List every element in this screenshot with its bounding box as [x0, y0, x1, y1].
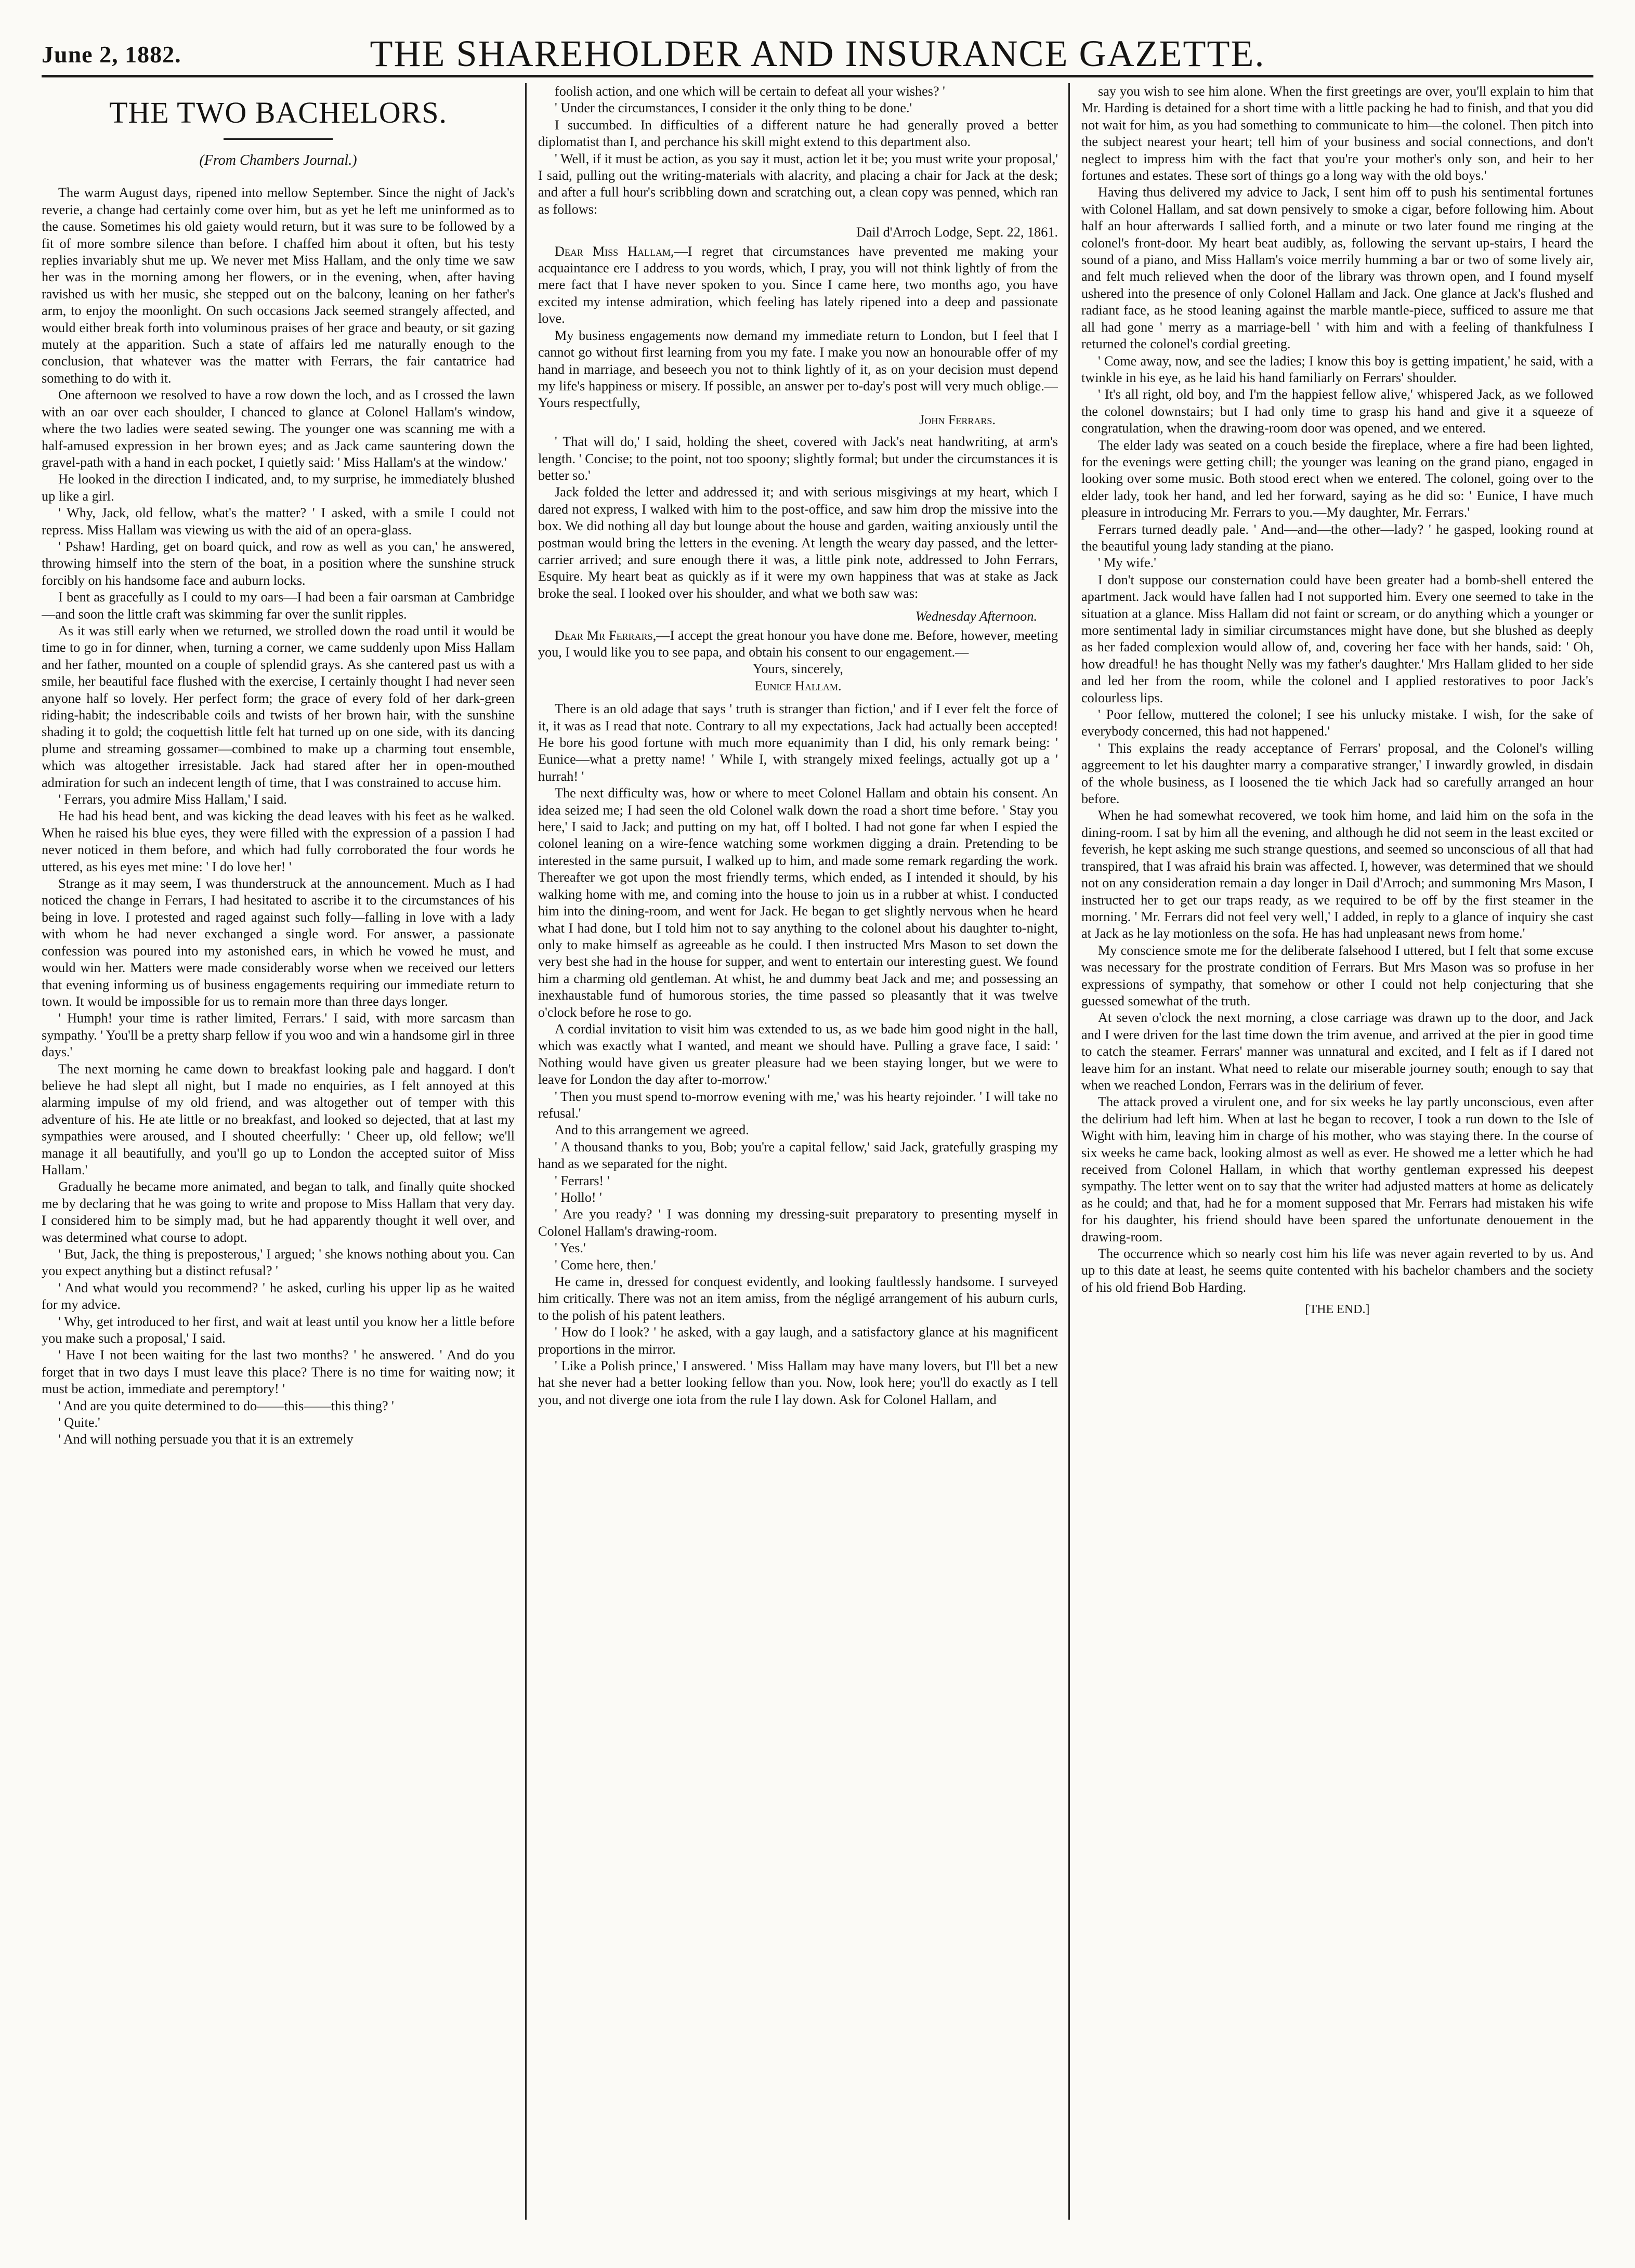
- article-paragraph: The next difficulty was, how or where to meet Colonel Hallam and obtain his consent. An idea seized me; I had seen the old Colonel walk down the road a short time before. ' Stay you here,' I said to Jack; and putting on my hat, off I bolted. I had not gone far when I espied the colonel leaning on a wire-fence watching some workmen digging a drain. Pretending to be interested in the same pursuit, I walked up to him, and made some remark regarding the work. Thereafter we got upon the most friendly terms, which ended, as I intended it should, by his walking home with me, and coming into the house to join us in a rubber at whist. I conducted him into the dining-room, and went for Jack. He began to get slightly nervous when he heard what I had done, but I told him not to say anything to the colonel about his daughter to-night, only to make himself as agreeable as he could. I then instructed Mrs Mason to set down the very best she had in the house for supper, and went to entertain our interesting guest. We found him a charming old gentleman. At whist, he and dummy beat Jack and me; and possessing an inexhaustable fund of humorous stories, the time passed so pleasantly that it was twelve o'clock before he rose to go.: [538, 785, 1058, 1020]
- title-rule: [224, 138, 333, 140]
- letter-2-signature: Eunice Hallam.: [754, 678, 842, 693]
- letter-2-body: —I accept the great honour you have done me. Before, however, meeting you, I would like you to see papa, and obtain his consent to our engagement.—: [538, 627, 1058, 660]
- article-paragraph: ' My wife.': [1098, 555, 1156, 571]
- column-2-body-b: [538, 434, 1058, 602]
- letter-1-body: —I regret that circumstances have prevented me making your acquaintance ere I address to you words, which, I pray, you will not think lightly of from the mere fact that I have never spoken to you. Since I came here, two months ago, you have excited my intense admiration, which feeling has lately ripened into a deep and passionate love.: [538, 243, 1058, 326]
- article-paragraph: ' Then you must spend to-morrow evening with me,' was his hearty rejoinder. ' I will take no refusal.': [538, 1089, 1058, 1121]
- article-paragraph: ' And are you quite determined to do——this——this thing? ': [58, 1398, 394, 1413]
- letter-1-paragraph: My business engagements now demand my immediate return to London, but I feel that I cannot go without first learning from you my fate. I make you now an honourable offer of my hand in marriage, and beseech you not to think lightly of it, as on your decision must depend my life's happiness or misery. If possible, an answer per to-day's post will very much oblige.—Yours respectfully,: [538, 327, 1058, 411]
- letter-1-paragraph: [538, 243, 1058, 327]
- article-paragraph: The occurrence which so nearly cost him his life was never again reverted to by us. And up to this date at least, he seems quite contented with his bachelor chambers and the society of his old friend Bob Harding.: [1081, 1246, 1593, 1295]
- article-paragraph: When he had somewhat recovered, we took him home, and laid him on the sofa in the dining-room. I sat by him all the evening, and although he did not seem in the least excited or feverish, he kept asking me such strange questions, and seemed so unconscious of all that had transpired, that I was afraid his brain was affected. I, however, was determined that we should not on any consideration remain a day longer in Dail d'Arroch; and summoning Mrs Mason, I instructed her to get our traps ready, as we required to be off by the first steamer in the morning. ' Mr. Ferrars did not feel very well,' I added, in reply to a glance of inquiry she cast at Jack as he lay motionless on the sofa. He has had unpleasant news from home.': [1081, 808, 1593, 941]
- column-rule: [1068, 83, 1070, 2220]
- article-paragraph: ' This explains the ready acceptance of Ferrars' proposal, and the Colonel's willing aggreement to let his daughter marry a comparative stranger,' I inwardly growled, in disdain of the whole business, as I loosened the tie which Jack had so carefully arranged an hour before.: [1081, 740, 1593, 807]
- newspaper-title: THE SHAREHOLDER AND INSURANCE GAZETTE.: [370, 33, 1265, 74]
- article-paragraph: foolish action, and one which will be certain to defeat all your wishes? ': [555, 84, 945, 99]
- article-paragraph: ' How do I look? ' he asked, with a gay laugh, and a satisfactory glance at his magnificent proportions in the mirror.: [538, 1325, 1058, 1357]
- article-paragraph: ' Are you ready? ' I was donning my dressing-suit preparatory to presenting myself in Colonel Hallam's drawing-room.: [538, 1207, 1058, 1239]
- article-columns: [42, 83, 1593, 2225]
- article-paragraph: ' Humph! your time is rather limited, Ferrars.' I said, with more sarcasm than sympathy. ' You'll be a pretty sharp fellow if you woo and win a handsome girl in three days.': [42, 1011, 515, 1060]
- article-paragraph: ' Under the circumstances, I consider it the only thing to be done.': [555, 100, 912, 116]
- article-paragraph: ' Yes.': [555, 1240, 586, 1256]
- article-source: (From Chambers Journal.): [199, 152, 357, 168]
- article-paragraph: Jack folded the letter and addressed it; and with serious misgivings at my heart, which I dared not express, I walked with him to the post-office, and saw him drop the missive into the box. We did nothing all day but lounge about the house and garden, waiting anxiously until the postman would bring the letters in the evening. At length the weary day passed, and the letter-carrier arrived; and sure enough there it was, a little pink note, addressed to John Ferrars, Esquire. My heart beat as quickly as if it were my own happiness that was at stake as Jack broke the seal. I looked over his shoulder, and what we both saw was:: [538, 484, 1058, 601]
- masthead: [42, 25, 1593, 77]
- article-paragraph: Strange as it may seem, I was thunderstruck at the announcement. Much as I had noticed the change in Ferrars, I had hesitated to ascribe it to the circumstances of his being in love. I protested and raged against such folly—falling in love with a lady with whom he had never exchanged a single word. For answer, a passionate confession was poured into my astonished ears, in which he vowed he must, and would win her. Matters were made considerably worse when we received our letters that evening informing us of business engagements requiring our immediate return to town. It would be impossible for us to remain more than three days longer.: [42, 876, 515, 1009]
- letter-2-dateline: Wednesday Afternoon.: [915, 609, 1037, 624]
- column-1: [42, 83, 515, 2220]
- article-paragraph: Having thus delivered my advice to Jack, I sent him off to push his sentimental fortunes with Colonel Hallam, and sat down pensively to smoke a cigar, before following him. About half an hour afterwards I sallied forth, and a minute or two later found me ringing at the colonel's front-door. My heart beat audibly, as, following the servant up-stairs, I heard the sound of a piano, and Miss Hallam's voice merrily humming a bar or two of some lively air, and felt much relieved when the door of the library was thrown open, and I found myself ushered into the presence of only Colonel Hallam and Jack. One glance at Jack's flushed and radiant face, as he stood leaning against the marble mantle-piece, sufficed to assure me that all had gone ' merry as a marriage-bell ' with him and with a feeling of thankfulness I returned the colonel's cordial greeting.: [1081, 185, 1593, 352]
- article-paragraph: The elder lady was seated on a couch beside the fireplace, where a fire had been lighted, for the evenings were getting chill; the younger was leaning on the grand piano, engaged in looking over some music. Both stood erect when we entered. The colonel, going over to the elder lady, took her hand, and led her forward, saying as he did so: ' Eunice, I have much pleasure in introducing Mr. Ferrars to you.—My daughter, Mr. Ferrars.': [1081, 437, 1593, 520]
- article-paragraph: ' Come away, now, and see the ladies; I know this boy is getting impatient,' he said, with a twinkle in his eye, as he laid his hand familiarly on Ferrars' shoulder.: [1081, 353, 1593, 385]
- article-paragraph: ' Pshaw! Harding, get on board quick, and row as well as you can,' he answered, throwing himself into the stern of the boat, in a position where the sunshine struck forcibly on his handsome face and auburn locks.: [42, 539, 515, 588]
- article-paragraph: ' Why, get introduced to her first, and wait at least until you know her a little before you make such a proposal,' I said.: [42, 1314, 515, 1346]
- article-paragraph: And to this arrangement we agreed.: [555, 1122, 749, 1138]
- article-paragraph: The warm August days, ripened into mellow September. Since the night of Jack's reverie, a change had certainly come over him, but as yet he left me uninformed as to the cause. Sometimes his old gaiety would return, but it was sure to be followed by a fit of more sombre silence than before. I chaffed him about it often, but his testy replies invariably shut me up. We never met Miss Hallam, and the only time we saw her was in the morning among her flowers, or in the evening, when, after having ravished us with her music, she stepped out on the balcony, leaning on her father's arm, to enjoy the moonlight. On such occasions Jack seemed strangely affected, and would either break forth into voluminous praises of her grace and beauty, or sit gazing mutely at the apparition. Such a state of affairs led me naturally enough to the conclusion, that whatever was the matter with Ferrars, the fair cantatrice had something to do with it.: [42, 185, 515, 386]
- article-paragraph: I bent as gracefully as I could to my oars—I had been a fair oarsman at Cambridge—and soon the little craft was skimming far over the sunlit ripples.: [42, 589, 515, 622]
- article-paragraph: ' It's all right, old boy, and I'm the happiest fellow alive,' whispered Jack, as we followed the colonel downstairs; but I had only time to grasp his hand and give it a squeeze of congratulation, when the drawing-room door was opened, and we entered.: [1081, 387, 1593, 436]
- article-paragraph: ' A thousand thanks to you, Bob; you're a capital fellow,' said Jack, gratefully grasping my hand as we separated for the night.: [538, 1139, 1058, 1172]
- article-paragraph: ' Like a Polish prince,' I answered. ' Miss Hallam may have many lovers, but I'll bet a new hat she never had a better looking fellow than you. Now, look here; you'll do exactly as I tell you, and not diverge one iota from the rule I lay down. Ask for Colonel Hallam, and: [538, 1358, 1058, 1407]
- article-paragraph: There is an old adage that says ' truth is stranger than fiction,' and if I ever felt the force of it, it was as I read that note. Contrary to all my expectations, Jack had actually been accepted! He bore his good fortune with much more equanimity than I did, his only remark being: ' Eunice—what a pretty name! ' While I, with strangely mixed feelings, actually got up a ' hurrah! ': [538, 701, 1058, 784]
- column-2: [538, 83, 1058, 2220]
- article-paragraph: He had his head bent, and was kicking the dead leaves with his feet as he walked. When he raised his blue eyes, they were filled with the expression of a passion I had never noticed in them before, and which had fully corroborated the four words he uttered, as his eyes met mine: ' I do love her! ': [42, 808, 515, 874]
- article-paragraph: ' Quite.': [58, 1415, 100, 1431]
- article-paragraph: ' And what would you recommend? ' he asked, curling his upper lip as he waited for my advice.: [42, 1280, 515, 1313]
- article-paragraph: ' Ferrars! ': [555, 1173, 610, 1188]
- article-paragraph: ' Come here, then.': [555, 1257, 656, 1273]
- column-2-body-a: [538, 83, 1058, 218]
- column-rule: [525, 83, 527, 2220]
- column-3: [1081, 83, 1593, 2220]
- article-paragraph: say you wish to see him alone. When the first greetings are over, you'll explain to him that Mr. Harding is detained for a short time with a little packing he had to finish, and that you did not wait for him, as you had something to communicate to him—the colonel. Then pitch into the subject nearest your heart; tell him of your business and social connections, and don't neglect to impress him with the fact that you're your mother's only son, and heir to her fortunes and estates. These sort of things go a long way with the old boys.': [1081, 84, 1593, 183]
- article-paragraph: ' Ferrars, you admire Miss Hallam,' I said.: [58, 792, 287, 807]
- letter-2-closing: Yours, sincerely,: [753, 661, 843, 677]
- article-paragraph: I succumbed. In difficulties of a different nature he had generally proved a better diplomatist than I, and perchance his skill might extend to this department also.: [538, 117, 1058, 150]
- article-paragraph: My conscience smote me for the deliberate falsehood I uttered, but I felt that some excuse was necessary for the prostrate condition of Ferrars. But Mrs Mason was so profuse in her expressions of sympathy, that somehow or other I could not help conjecturing that she guessed somewhat of the truth.: [1081, 942, 1593, 1008]
- article-paragraph: He looked in the direction I indicated, and, to my surprise, he immediately blushed up like a girl.: [42, 471, 515, 504]
- article-paragraph: At seven o'clock the next morning, a close carriage was drawn up to the door, and Jack and I were driven for the last time down the trim avenue, and arrived at the pier in good time to catch the steamer. Ferrars' manner was unnatural and excited, and I felt as if I dared not leave him for an instant. What need to relate our miserable journey south; enough to say that when we reached London, Ferrars was in the delirium of fever.: [1081, 1010, 1593, 1093]
- article-paragraph: ' That will do,' I said, holding the sheet, covered with Jack's neat handwriting, at arm's length. ' Concise; to the point, not too spoony; slightly formal; but under the circumstances it is better so.': [538, 434, 1058, 483]
- article-paragraph: ' Hollo! ': [555, 1190, 602, 1205]
- article-paragraph: ' Well, if it must be action, as you say it must, action let it be; you must write your proposal,' I said, pulling out the writing-materials with alacrity, and placing a chair for Jack at the desk; and after a full hour's scribbling down and scratching out, a clean copy was penned, which ran as follows:: [538, 151, 1058, 217]
- article-paragraph: ' Have I not been waiting for the last two months? ' he answered. ' And do you forget that in two days I must leave this place? There is no time for waiting now; it must be action, immediate and peremptory! ': [42, 1347, 515, 1397]
- letter-1-dateline: Dail d'Arroch Lodge, Sept. 22, 1861.: [856, 225, 1058, 240]
- article-paragraph: He came in, dressed for conquest evidently, and looking faultlessly handsome. I surveyed him critically. There was not an item amiss, from the négligé arrangement of his auburn curls, to the polish of his patent leathers.: [538, 1274, 1058, 1323]
- column-3-body: [1081, 83, 1593, 1296]
- article-paragraph: A cordial invitation to visit him was extended to us, as we bade him good night in the hall, which was exactly what I wanted, and meant we should have. Pulling a grave face, I said: ' Nothing would have given us greater pleasure had we been staying longer, but we were to leave for London the day after to-morrow.': [538, 1021, 1058, 1087]
- article-paragraph: ' Poor fellow, muttered the colonel; I see his unlucky mistake. I wish, for the sake of everybody concerned, this had not happened.': [1081, 707, 1593, 739]
- article-paragraph: As it was still early when we returned, we strolled down the road until it would be time to go in for dinner, when, turning a corner, we came suddenly upon Miss Hallam and her father, mounted on a couple of splendid grays. As she cantered past us with a smile, her beautiful face flushed with the exercise, I certainly thought I had never seen anyone half so lovely. Her perfect form; the grace of every fold of her dark-green riding-habit; the indescribable coils and twists of her brown hair, with the sunshine shading it to gold; the coquettish little felt hat turned up on one side, with its dancing plume and streaming gossamer—combined to make up a charming tout ensemble, which was altogether irresistable. Jack had stared after her in open-mouthed admiration for such an indecent length of time, that I was constrained to accuse him.: [42, 623, 515, 790]
- issue-date: June 2, 1882.: [42, 41, 181, 68]
- article-paragraph: The next morning he came down to breakfast looking pale and haggard. I don't believe he had slept all night, but I made no enquiries, as I felt annoyed at this alarming impulse of my old friend, and was altogether out of temper with this adventure of his. He ate little or no breakfast, and looked so dejected, that at last my sympathies were aroused, and I shouted cheerfully: ' Cheer up, old fellow; we'll manage it all beautifully, and you'll go up to London the accepted suitor of Miss Hallam.': [42, 1061, 515, 1177]
- article-paragraph: Ferrars turned deadly pale. ' And—and—the other—lady? ' he gasped, looking round at the beautiful young lady standing at the piano.: [1081, 521, 1593, 554]
- letter-1-signature: John Ferrars.: [919, 412, 996, 427]
- article-paragraph: The attack proved a virulent one, and for six weeks he lay partly unconscious, even after the delirium had left him. When at last he began to recover, I took a run down to the Isle of Wight with him, leaving him in charge of his mother, who was staying there. In the course of six weeks he came back, looking almost as well as ever. He showed me a letter which he had received from Colonel Hallam, in which that worthy gentleman expressed his deepest sympathy. The letter went on to say that the writer had adjusted matters at home as delicately as he could; and that, had he for a moment supposed that Mr. Ferrars had mistaken his wife for his daughter, his friend should have been spared the unfortunate denouement in the drawing-room.: [1081, 1094, 1593, 1244]
- article-title: THE TWO BACHELORS.: [109, 96, 448, 129]
- article-paragraph: ' Why, Jack, old fellow, what's the matter? ' I asked, with a smile I could not repress. Miss Hallam was viewing us with the aid of an opera-glass.: [42, 505, 515, 537]
- the-end: [THE END.]: [1305, 1303, 1370, 1317]
- article-paragraph: I don't suppose our consternation could have been greater had a bomb-shell entered the apartment. Jack would have fallen had I not supported him. Every one seemed to take in the situation at a glance. Miss Hallam did not faint or scream, or do anything which a younger or more sentimental lady in similiar circumstances might have done, but she blushed as deeply as her faded complexion would allow of, and, covering her face with her hands, said: ' Oh, how dreadful! he has thought Nelly was my father's daughter.' Mrs Hallam glided to her side and led her from the room, while the colonel and I applied restoratives to poor Jack's colourless lips.: [1081, 572, 1593, 705]
- article-paragraph: ' But, Jack, the thing is preposterous,' I argued; ' she knows nothing about you. Can you expect anything but a distinct refusal? ': [42, 1247, 515, 1279]
- letter-2-paragraph: [538, 627, 1058, 661]
- column-2-body-c: [538, 701, 1058, 1408]
- article-paragraph: Gradually he became more animated, and began to talk, and finally quite shocked me by declaring that he was going to write and propose to Miss Hallam that very day. I considered him to be simply mad, but he had apparently thought it well over, and was determined what course to adopt.: [42, 1179, 515, 1245]
- letter-2-salutation: Dear Mr Ferrars,: [555, 627, 657, 643]
- letter-1-salutation: Dear Miss Hallam,: [555, 243, 674, 259]
- article-paragraph: ' And will nothing persuade you that it is an extremely: [58, 1432, 354, 1447]
- article-paragraph: One afternoon we resolved to have a row down the loch, and as I crossed the lawn with an oar over each shoulder, I chanced to glance at Colonel Hallam's window, where the two ladies were seated sewing. The younger one was scanning me with a half-amused expression in her brown eyes; and as Jack came sauntering down the gravel-path with a hand in each pocket, I quietly said: ' Miss Hallam's at the window.': [42, 387, 515, 470]
- column-1-body: [42, 185, 515, 1448]
